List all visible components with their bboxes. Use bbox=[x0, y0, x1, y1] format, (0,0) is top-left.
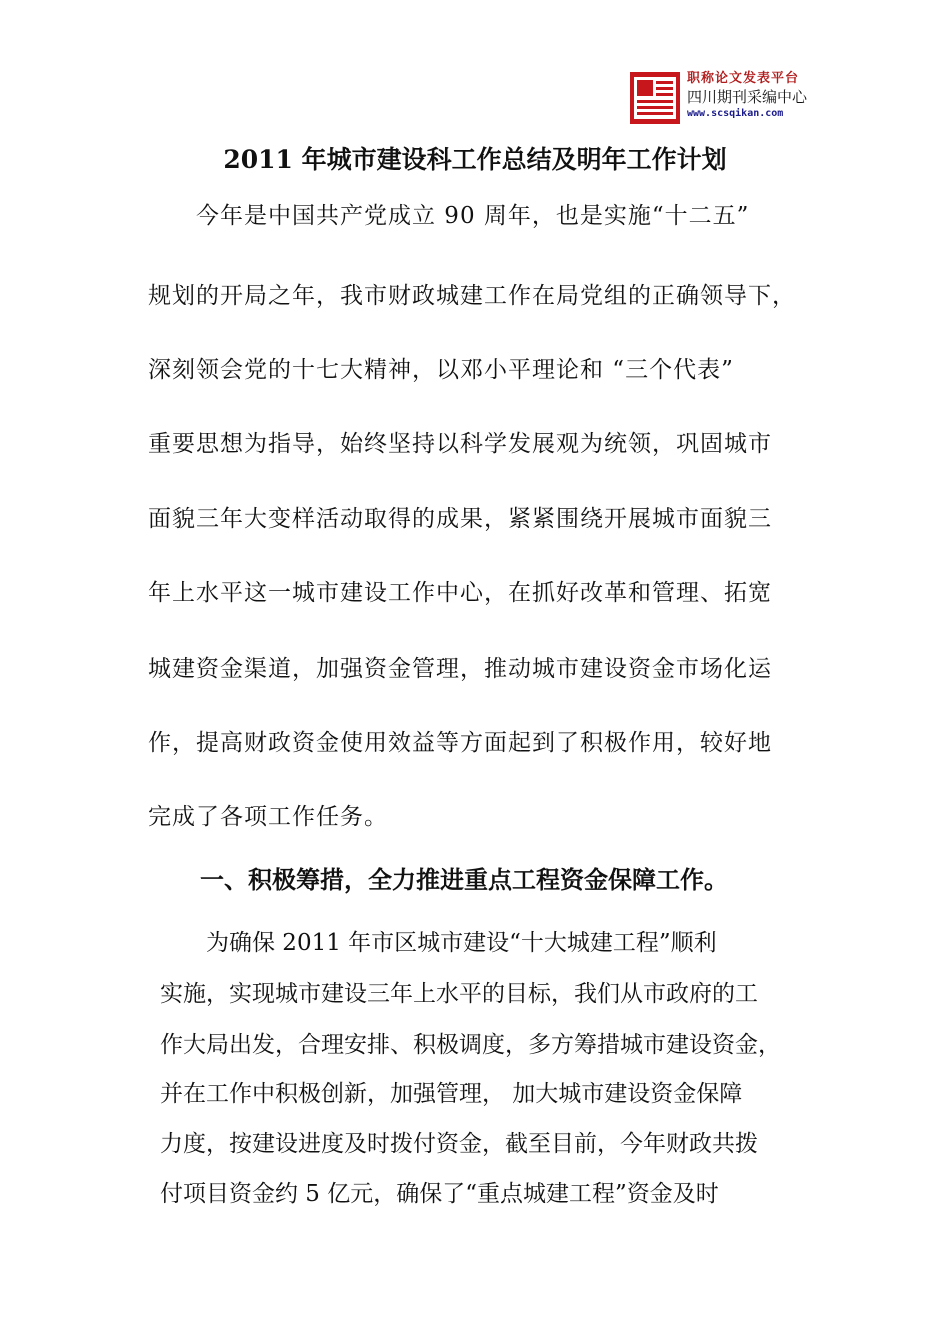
logo-website: www.scsqikan.com bbox=[687, 108, 784, 119]
newspaper-logo-icon bbox=[630, 72, 680, 124]
section-line-2: 实施，实现城市建设三年上水平的目标，我们从市政府的工 bbox=[160, 981, 758, 1007]
section-line-5: 力度，按建设进度及时拨付资金，截至目前，今年财政共拨 bbox=[160, 1131, 758, 1157]
section-line-3: 作大局出发，合理安排、积极调度，多方筹措城市建设资金， bbox=[160, 1032, 781, 1058]
intro-line-8: 作，提高财政资金使用效益等方面起到了积极作用，较好地 bbox=[148, 730, 772, 756]
logo-brand-name: 四川期刊采编中心 bbox=[687, 88, 808, 106]
intro-line-1: 今年是中国共产党成立 90 周年，也是实施“十二五” bbox=[148, 203, 750, 229]
logo-text bbox=[687, 70, 827, 121]
intro-line-6: 年上水平这一城市建设工作中心，在抓好改革和管理、拓宽 bbox=[148, 580, 772, 606]
section-line-4: 并在工作中积极创新，加强管理， 加大城市建设资金保障 bbox=[160, 1081, 743, 1107]
intro-line-5: 面貌三年大变样活动取得的成果，紧紧围绕开展城市面貌三 bbox=[148, 506, 772, 532]
intro-line-9: 完成了各项工作任务。 bbox=[148, 804, 388, 830]
section-line-1: 为确保 2011 年市区城市建设“十大城建工程”顺利 bbox=[160, 930, 717, 956]
document-title: 2011 年城市建设科工作总结及明年工作计划 bbox=[223, 145, 727, 174]
intro-line-2: 规划的开局之年，我市财政城建工作在局党组的正确领导下， bbox=[148, 283, 796, 309]
intro-line-3: 深刻领会党的十七大精神，以邓小平理论和 “三个代表” bbox=[148, 357, 734, 383]
section-heading: 一、积极筹措，全力推进重点工程资金保障工作。 bbox=[200, 866, 728, 894]
section-line-6: 付项目资金约 5 亿元，确保了“重点城建工程”资金及时 bbox=[160, 1181, 719, 1207]
intro-line-7: 城建资金渠道，加强资金管理，推动城市建设资金市场化运 bbox=[148, 656, 772, 682]
publisher-logo bbox=[630, 70, 820, 130]
intro-line-4: 重要思想为指导，始终坚持以科学发展观为统领，巩固城市 bbox=[148, 431, 772, 457]
logo-tagline: 职称论文发表平台 bbox=[687, 71, 800, 86]
